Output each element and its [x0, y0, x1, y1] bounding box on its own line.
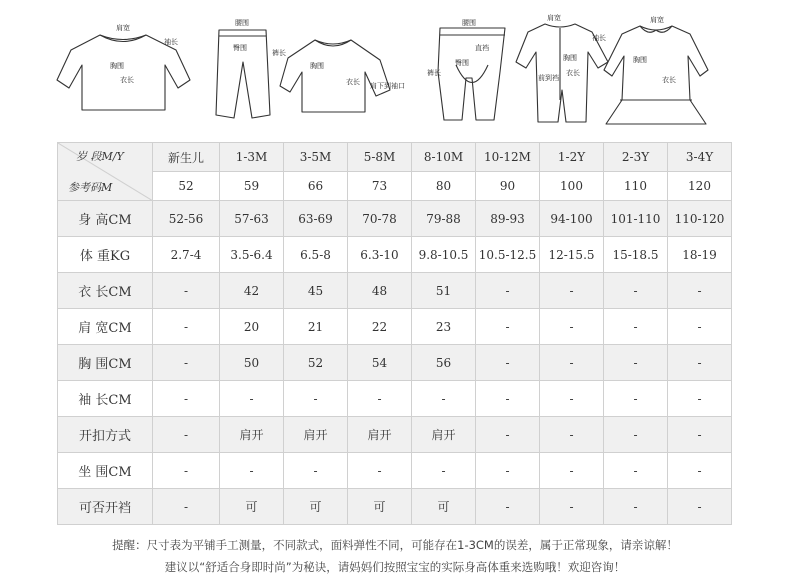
value-cell: 6.3-10	[348, 237, 412, 273]
svg-text:衣长: 衣长	[662, 76, 676, 84]
value-cell: 6.5-8	[284, 237, 348, 273]
value-cell: 56	[412, 345, 476, 381]
svg-text:前到裆: 前到裆	[538, 74, 559, 82]
svg-text:腰围: 腰围	[235, 19, 249, 27]
value-cell: 可	[412, 489, 476, 525]
svg-text:袖长: 袖长	[592, 34, 606, 42]
value-cell: -	[476, 345, 540, 381]
value-cell: -	[668, 453, 732, 489]
note-line-2: 建议以“舒适合身即时尚”为秘诀，请妈妈们按照宝宝的实际身高体重来选购哦！欢迎咨询！	[164, 560, 626, 574]
age-column-header: 新生儿	[153, 143, 220, 172]
long-sleeve-top-sketch	[57, 35, 190, 110]
age-column-header: 5-8M	[348, 143, 412, 172]
svg-text:胸围: 胸围	[110, 62, 124, 70]
measurement-row	[58, 381, 732, 417]
row-label: 袖 长CM	[58, 381, 153, 417]
value-cell: -	[220, 453, 284, 489]
value-cell: 50	[220, 345, 284, 381]
value-cell: 21	[284, 309, 348, 345]
measurement-row	[58, 417, 732, 453]
value-cell: -	[668, 489, 732, 525]
row-label: 开扣方式	[58, 417, 153, 453]
measurement-row	[58, 237, 732, 273]
svg-text:衣长: 衣长	[566, 69, 580, 77]
age-column-header: 10-12M	[476, 143, 540, 172]
svg-text:胸围: 胸围	[563, 54, 577, 62]
size-code-cell: 90	[476, 172, 540, 201]
svg-text:衣长: 衣长	[120, 76, 134, 84]
row-label: 肩 宽CM	[58, 309, 153, 345]
age-column-header: 8-10M	[412, 143, 476, 172]
raglan-top-sketch	[280, 40, 390, 112]
size-chart-table	[57, 142, 732, 525]
note-line-1: 提醒：尺寸表为平铺手工测量，不同款式，面料弹性不同，可能存在1-3CM的误差，属于正常现象，请亲谅解！	[112, 538, 678, 552]
value-cell: 79-88	[412, 201, 476, 237]
value-cell: 2.7-4	[153, 237, 220, 273]
row-label: 坐 围CM	[58, 453, 153, 489]
dress-sketch	[604, 26, 708, 124]
value-cell: 可	[284, 489, 348, 525]
svg-text:腰围: 腰围	[462, 19, 476, 27]
value-cell: 51	[412, 273, 476, 309]
value-cell: -	[476, 453, 540, 489]
value-cell: 42	[220, 273, 284, 309]
svg-text:衣长: 衣长	[346, 78, 360, 86]
value-cell: -	[604, 273, 668, 309]
age-header-label: 岁 段M/Y	[76, 150, 124, 163]
svg-text:肩下到袖口: 肩下到袖口	[370, 82, 405, 90]
value-cell: 94-100	[540, 201, 604, 237]
value-cell: 12-15.5	[540, 237, 604, 273]
value-cell: 18-19	[668, 237, 732, 273]
value-cell: -	[476, 381, 540, 417]
value-cell: -	[348, 381, 412, 417]
value-cell: -	[153, 381, 220, 417]
row-label: 身 高CM	[58, 201, 153, 237]
value-cell: -	[668, 309, 732, 345]
value-cell: -	[604, 345, 668, 381]
garment-diagrams	[0, 0, 790, 135]
svg-text:臀围: 臀围	[233, 44, 247, 52]
value-cell: 可	[348, 489, 412, 525]
svg-text:裤长: 裤长	[427, 69, 441, 77]
measurement-row	[58, 273, 732, 309]
value-cell: 110-120	[668, 201, 732, 237]
value-cell: -	[153, 309, 220, 345]
value-cell: -	[604, 309, 668, 345]
header-age-row	[58, 143, 732, 172]
size-code-cell: 80	[412, 172, 476, 201]
svg-text:肩宽: 肩宽	[547, 14, 561, 22]
svg-text:肩宽: 肩宽	[116, 24, 130, 32]
value-cell: -	[476, 489, 540, 525]
value-cell: 20	[220, 309, 284, 345]
value-cell: -	[540, 381, 604, 417]
value-cell: -	[348, 453, 412, 489]
value-cell: 52	[284, 345, 348, 381]
svg-text:胸围: 胸围	[633, 56, 647, 64]
baby-pants-sketch	[438, 28, 505, 120]
age-column-header: 3-4Y	[668, 143, 732, 172]
value-cell: 101-110	[604, 201, 668, 237]
size-code-cell: 73	[348, 172, 412, 201]
age-column-header: 1-3M	[220, 143, 284, 172]
value-cell: -	[153, 345, 220, 381]
value-cell: -	[668, 381, 732, 417]
value-cell: 肩开	[412, 417, 476, 453]
value-cell: -	[604, 453, 668, 489]
value-cell: 23	[412, 309, 476, 345]
svg-text:直裆: 直裆	[475, 44, 489, 52]
value-cell: -	[153, 417, 220, 453]
garment-sketches	[0, 0, 790, 135]
value-cell: 15-18.5	[604, 237, 668, 273]
value-cell: 22	[348, 309, 412, 345]
size-code-row	[58, 172, 732, 201]
value-cell: -	[668, 345, 732, 381]
value-cell: -	[476, 417, 540, 453]
svg-text:胸围: 胸围	[310, 62, 324, 70]
value-cell: -	[284, 381, 348, 417]
measurement-row	[58, 489, 732, 525]
value-cell: 肩开	[284, 417, 348, 453]
value-cell: -	[412, 453, 476, 489]
svg-text:裤长: 裤长	[272, 49, 286, 57]
size-code-cell: 59	[220, 172, 284, 201]
value-cell: 57-63	[220, 201, 284, 237]
size-code-cell: 52	[153, 172, 220, 201]
value-cell: -	[540, 273, 604, 309]
measurement-rows	[58, 201, 732, 525]
value-cell: 54	[348, 345, 412, 381]
size-code-cell: 110	[604, 172, 668, 201]
svg-text:臀围: 臀围	[455, 59, 469, 67]
size-code-cell: 120	[668, 172, 732, 201]
value-cell: 52-56	[153, 201, 220, 237]
value-cell: -	[540, 489, 604, 525]
notes-section	[0, 534, 790, 578]
value-cell: 10.5-12.5	[476, 237, 540, 273]
row-label: 可否开裆	[58, 489, 153, 525]
value-cell: -	[540, 417, 604, 453]
value-cell: -	[476, 273, 540, 309]
value-cell: 63-69	[284, 201, 348, 237]
svg-text:肩宽: 肩宽	[650, 16, 664, 24]
value-cell: -	[604, 489, 668, 525]
value-cell: 45	[284, 273, 348, 309]
row-label: 胸 围CM	[58, 345, 153, 381]
row-label: 衣 长CM	[58, 273, 153, 309]
value-cell: -	[153, 489, 220, 525]
measurement-row	[58, 201, 732, 237]
value-cell: 70-78	[348, 201, 412, 237]
value-cell: -	[476, 309, 540, 345]
value-cell: 可	[220, 489, 284, 525]
value-cell: 89-93	[476, 201, 540, 237]
age-column-header: 2-3Y	[604, 143, 668, 172]
value-cell: 肩开	[348, 417, 412, 453]
value-cell: -	[153, 273, 220, 309]
value-cell: 9.8-10.5	[412, 237, 476, 273]
value-cell: -	[153, 453, 220, 489]
value-cell: -	[412, 381, 476, 417]
measurement-row	[58, 345, 732, 381]
value-cell: 肩开	[220, 417, 284, 453]
size-header-label: 参考码M	[68, 181, 113, 194]
value-cell: -	[540, 345, 604, 381]
svg-text:袖长: 袖长	[164, 38, 178, 46]
age-column-header: 1-2Y	[540, 143, 604, 172]
value-cell: -	[668, 273, 732, 309]
size-code-cell: 100	[540, 172, 604, 201]
measurement-row	[58, 309, 732, 345]
value-cell: -	[284, 453, 348, 489]
value-cell: -	[668, 417, 732, 453]
value-cell: -	[604, 381, 668, 417]
value-cell: 3.5-6.4	[220, 237, 284, 273]
age-column-header: 3-5M	[284, 143, 348, 172]
row-label: 体 重KG	[58, 237, 153, 273]
value-cell: -	[540, 309, 604, 345]
value-cell: -	[540, 453, 604, 489]
measurement-row	[58, 453, 732, 489]
value-cell: -	[604, 417, 668, 453]
size-code-cell: 66	[284, 172, 348, 201]
value-cell: -	[220, 381, 284, 417]
value-cell: 48	[348, 273, 412, 309]
header-corner-cell	[58, 143, 153, 201]
